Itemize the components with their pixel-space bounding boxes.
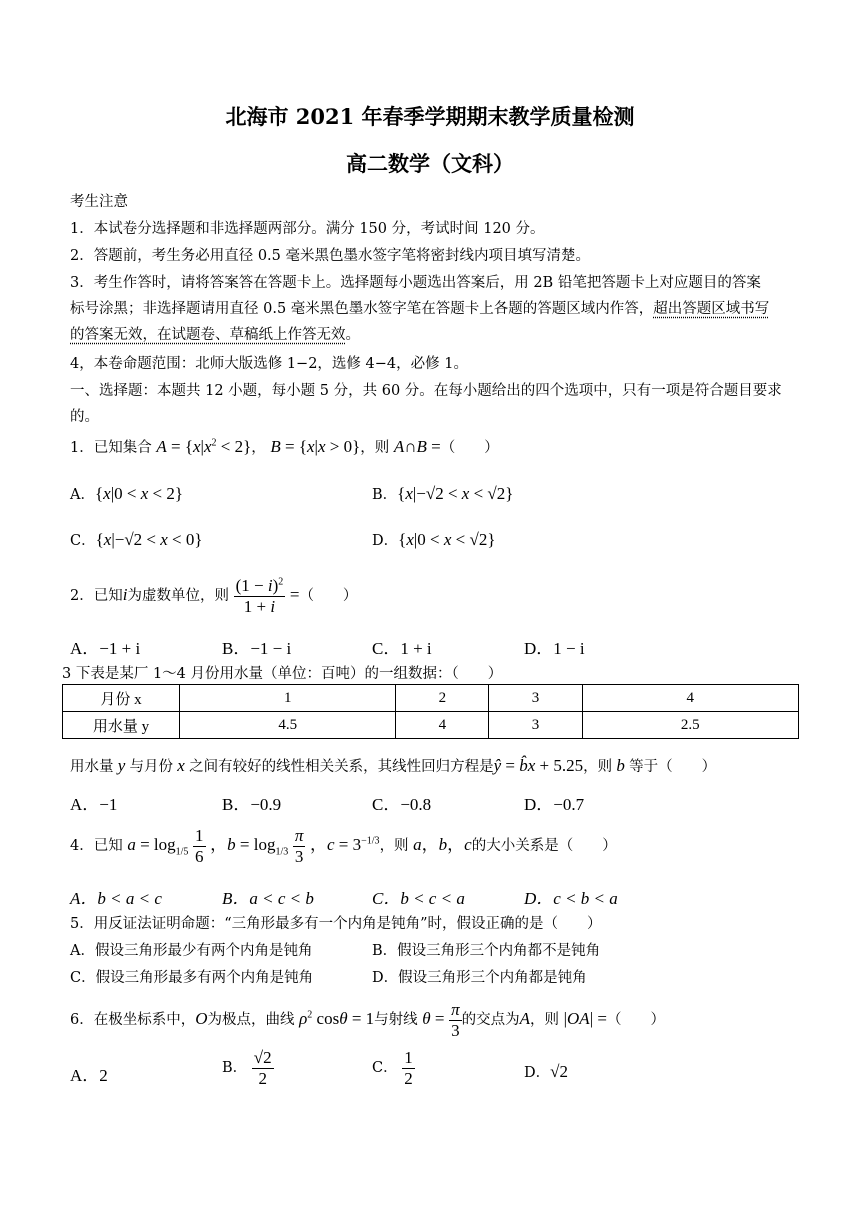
- q3-follow-text: [70, 755, 716, 776]
- table-header-month: 月份 x: [63, 685, 180, 712]
- question-4-stem: [70, 826, 617, 866]
- q4-option-b: B．a < c < b: [222, 889, 314, 908]
- q3-text: 等于（ ）: [629, 759, 717, 775]
- notice-item-3-line-3: [70, 323, 360, 344]
- table-row: [63, 712, 799, 739]
- q3-regression: ŷ = b̂x + 5.25: [493, 756, 584, 775]
- exam-subtitle: 高二数学（文科）: [346, 151, 514, 176]
- q3-option-c: C．−0.8: [372, 795, 432, 814]
- table-cell: 2: [396, 685, 489, 712]
- q1-option-a: [70, 483, 183, 504]
- option-label: D．: [372, 533, 399, 549]
- q4-vars: a，b，c: [413, 835, 472, 855]
- notice-item-2: 2．答题前，考生务必用直径 0.5 毫米黑色墨水签字笔将密封线内项目填写清楚。: [70, 248, 591, 264]
- q3-option-a: A．−1: [70, 795, 118, 814]
- q6-text: （ ）: [606, 1012, 665, 1029]
- option-math: {x|0 < x < √2}: [398, 530, 496, 549]
- q3-var-y: y: [113, 756, 130, 775]
- q3-var-x: x: [173, 756, 190, 775]
- q2-symbol-i: i: [122, 585, 128, 605]
- q2-fraction: $\frac{(1 - i)^2}{1 + i}$: [235, 576, 284, 616]
- question-6-stem: [70, 1000, 665, 1040]
- question-5-stem: 5．用反证法证明命题：“三角形最多有一个内角是钝角”时，假设正确的是（ ）: [70, 916, 602, 932]
- q2-text: 为虚数单位，则: [127, 588, 229, 605]
- table-cell: 4.5: [180, 712, 396, 739]
- q4-b-def: ，$b = \log_{1/3}$: [210, 835, 289, 858]
- q1-text: （ ）: [440, 440, 499, 456]
- table-cell: 3: [489, 685, 582, 712]
- q2-text: 2．已知: [70, 588, 123, 605]
- q4-option-c: C．b < c < a: [372, 889, 465, 908]
- q1-option-c: [70, 529, 203, 550]
- option-label: B．: [372, 487, 398, 503]
- q2-equals: =: [289, 585, 300, 605]
- question-1-stem: [70, 436, 499, 457]
- q1-text: ，则: [360, 440, 390, 456]
- notice-item-3-line-1: 3．考生作答时，请将答案答在答题卡上。选择题每小题选出答案后，用 2B 铅笔把答题卡上对应题目的答案: [70, 275, 761, 291]
- q1-text: 1．已知集合: [70, 440, 152, 456]
- water-usage-table: [62, 684, 799, 739]
- option-label: A．: [70, 487, 95, 503]
- q3-option-b: B．−0.9: [222, 795, 282, 814]
- q5-option-b: B．假设三角形三个内角都不是钝角: [372, 943, 601, 959]
- q5-option-a: A．假设三角形最少有两个内角是钝角: [70, 943, 313, 959]
- q4-text: 的大小关系是（ ）: [471, 838, 617, 855]
- option-label: C．: [70, 533, 96, 549]
- q3-text: 与月份: [129, 759, 174, 775]
- section-header-line-2: 的。: [70, 409, 99, 425]
- option-math: $\frac{1}{2}$: [404, 1048, 413, 1088]
- q4-text: ，则: [379, 838, 409, 855]
- q6-option-c: [372, 1048, 415, 1088]
- q6-ray: θ =: [422, 1009, 445, 1029]
- q4-fraction: $\frac{\pi}{3}$: [294, 826, 304, 866]
- q5-option-c: C．假设三角形最多有两个内角是钝角: [70, 970, 314, 986]
- notice-emphasis: 的答案无效，在试题卷、草稿纸上作答无效: [70, 327, 346, 343]
- q6-text: 的交点为: [461, 1012, 520, 1029]
- q1-option-d: [372, 529, 495, 550]
- q3-text: 用水量: [70, 759, 114, 775]
- notice-item-4: 4，本卷命题范围：北师大版选修 1−2，选修 4−4，必修 1。: [70, 356, 468, 372]
- q1-text: ，: [251, 440, 266, 456]
- q2-option-b: B．−1 − i: [222, 639, 292, 658]
- q3-option-d: D．−0.7: [524, 795, 585, 814]
- table-header-usage: 用水量 y: [63, 712, 180, 739]
- q5-option-d: D．假设三角形三个内角都是钝角: [372, 970, 587, 986]
- section-header-line-1: 一、选择题：本题共 12 小题，每小题 5 分，共 60 分。在每小题给出的四个选项中，只有一项是符合题目要求: [70, 383, 782, 399]
- q4-text: 4．已知: [70, 838, 123, 855]
- q6-text: 为极点，曲线: [207, 1012, 295, 1029]
- q1-set-a: $A = \{x|x^2 < 2\}$: [156, 437, 252, 456]
- exam-title: 北海市 2021 年春季学期期末教学质量检测: [225, 104, 635, 129]
- q6-option-a: A．2: [70, 1066, 108, 1085]
- notice-item-3-text: 标号涂黑；非选择题请用直径 0.5 毫米黑色墨水签字笔在答题卡上各题的答题区域内作答，: [70, 301, 654, 317]
- option-math: $\frac{√2}{2}$: [253, 1048, 272, 1088]
- q4-fraction: $\frac{1}{6}$: [195, 826, 204, 866]
- option-math: {x|−√2 < x < 0}: [95, 530, 203, 549]
- q6-fraction: $\frac{\pi}{3}$: [451, 1000, 460, 1040]
- q2-option-a: A．−1 + i: [70, 639, 141, 658]
- q6-text: ，则: [530, 1012, 560, 1029]
- q4-option-d: D．c < b < a: [524, 889, 618, 908]
- option-label: C．: [372, 1060, 398, 1077]
- q3-var-b: b: [612, 756, 630, 775]
- q1-set-b: B = {x|x > 0}: [270, 437, 361, 456]
- table-cell: 4: [396, 712, 489, 739]
- notice-item-1: 1．本试卷分选择题和非选择题两部分。满分 150 分，考试时间 120 分。: [70, 221, 545, 237]
- q1-expression: A∩B =: [393, 437, 441, 456]
- q6-option-d: [524, 1061, 568, 1082]
- q2-text: （ ）: [299, 588, 358, 605]
- notice-item-3-end: 。: [345, 327, 360, 343]
- notice-heading: 考生注意: [70, 194, 128, 210]
- q6-expression: |OA| =: [563, 1009, 607, 1029]
- q1-option-b: [372, 483, 513, 504]
- option-math: {x|−√2 < x < √2}: [397, 484, 514, 503]
- table-cell: 3: [489, 712, 582, 739]
- q6-text: 与射线: [374, 1012, 418, 1029]
- q6-option-b: [222, 1048, 274, 1088]
- option-label: B．: [222, 1060, 248, 1077]
- q2-option-c: C．1 + i: [372, 639, 432, 658]
- q6-point: A: [519, 1009, 531, 1029]
- table-cell: 1: [180, 685, 396, 712]
- q6-curve: $\rho^2$ cosθ = 1: [299, 1009, 375, 1029]
- notice-emphasis: 超出答题区域书写: [653, 301, 770, 317]
- table-row: [63, 685, 799, 712]
- q3-text: ，则: [583, 759, 613, 775]
- question-3-stem: 3 下表是某厂 1～4 月份用水量（单位：百吨）的一组数据：（ ）: [62, 666, 503, 682]
- q4-option-a: A．b < a < c: [70, 889, 162, 908]
- q4-c-def: ，$c = 3^{-1/3}$: [310, 835, 380, 855]
- notice-item-3-line-2: [70, 297, 769, 318]
- question-2-stem: [70, 576, 357, 616]
- q6-text: 6．在极坐标系中，: [70, 1012, 196, 1029]
- table-cell: 2.5: [582, 712, 798, 739]
- option-label: D．: [524, 1065, 551, 1081]
- table-cell: 4: [582, 685, 798, 712]
- option-math: √2: [550, 1062, 568, 1081]
- option-math: {x|0 < x < 2}: [94, 484, 183, 503]
- q4-a-def: $a = \log_{1/5}$: [127, 835, 189, 858]
- q6-pole: O: [195, 1009, 208, 1029]
- q3-text: 之间有较好的线性相关关系，其线性回归方程是: [189, 759, 494, 775]
- q2-option-d: D．1 − i: [524, 639, 585, 658]
